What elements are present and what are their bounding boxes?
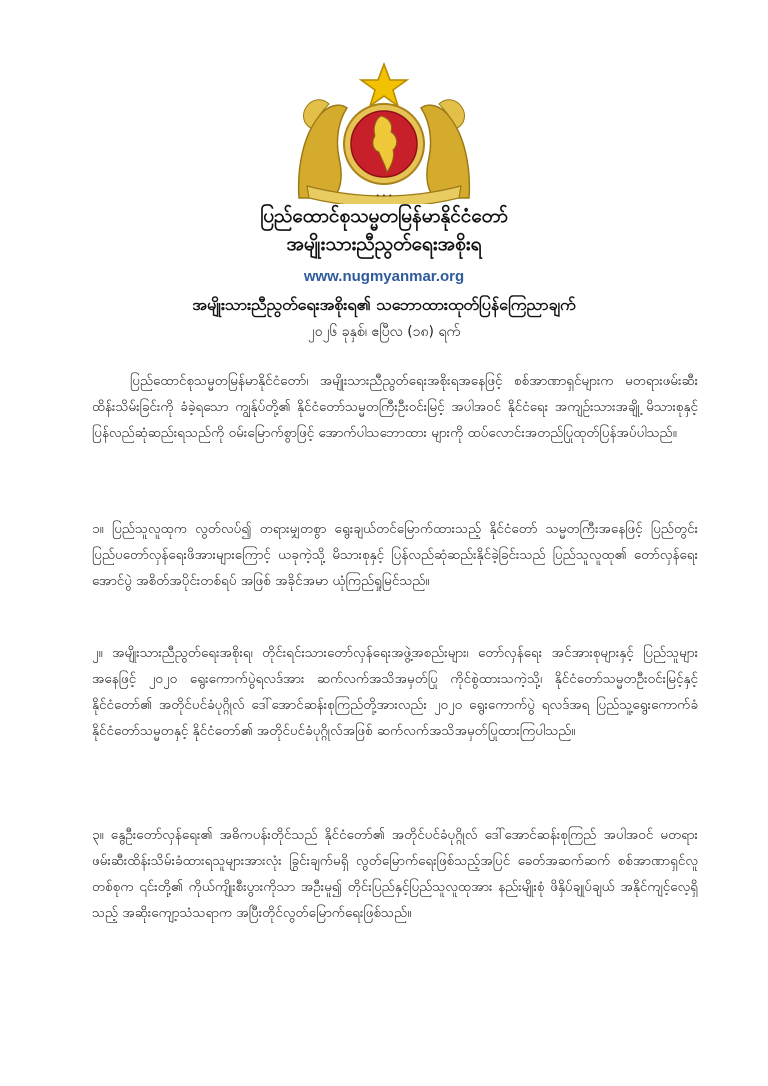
paragraph-number: ၂။ bbox=[92, 645, 103, 661]
svg-text:• • •: • • • bbox=[375, 192, 393, 200]
paragraph-number: ၃။ bbox=[92, 827, 104, 843]
paragraph-text: ပြည်သူလူထုက လွတ်လပ်၍ တရားမျှတစွာ ရွေးချယ်တင်မြောက်ထားသည့် နိုင်ငံတော် သမ္မတကြီးအနေဖြင့် ပြည်တွင်းပြည်ပတော်လှန်ရေးဖိအားများကြောင့် ယခုကဲ့သို့ မိသားစုနှင့် ပြန်လည်ဆုံဆည်းနိုင်ခဲ့ခြင်းသည် ပြည်သူလူထု၏ တော်လှန်ရေးအောင်ပွဲ အစိတ်အပိုင်းတစ်ရပ် အဖြစ် အခိုင်အမာ ယုံကြည်ရှုမြင်သည်။ bbox=[92, 521, 699, 589]
government-title-line1: ပြည်ထောင်စုသမ္မတမြန်မာနိုင်ငံတော် bbox=[260, 205, 508, 227]
government-title-line2: အမျိုးသားညီညွတ်ရေးအစိုးရ bbox=[286, 233, 482, 255]
paragraph-text: အမျိုးသားညီညွတ်ရေးအစိုးရ၊ တိုင်းရင်းသားတော်လှန်ရေးအဖွဲ့အစည်းများ၊ တော်လှန်ရေး အင်အားစုများနှင့် ပြည်သူများအနေဖြင့် ၂၀၂၀ ရွေးကောက်ပွဲရလဒ်အား ဆက်လက်အသိအမှတ်ပြု ကိုင်စွဲထားသကဲ့သို့၊ နိုင်ငံတော်သမ္မတဦးဝင်းမြင့်နှင့် နိုင်ငံတော်၏ အတိုင်ပင်ခံပုဂ္ဂိုလ် ဒေါ်အောင်ဆန်းစုကြည်တို့အားလည်း ၂၀၂၀ ရွေးကောက်ပွဲ ရလဒ်အရ ပြည်သူ့ရွေးကောက်ခံ နိုင်ငံတော်သမ္မတနှင့် နိုင်ငံတော်၏ အတိုင်ပင်ခံပုဂ္ဂိုလ်အဖြစ် ဆက်လက်အသိအမှတ်ပြုထားကြပါသည်။ bbox=[92, 645, 698, 739]
website-link[interactable]: www.nugmyanmar.org bbox=[303, 268, 465, 285]
paragraph-3 bbox=[92, 822, 698, 926]
state-emblem-icon bbox=[289, 58, 479, 204]
intro-paragraph: ပြည်ထောင်စုသမ္မတမြန်မာနိုင်ငံတော်၊ အမျိုးသားညီညွတ်ရေးအစိုးရအနေဖြင့် စစ်အာဏာရှင်များက မတရားဖမ်းဆီးထိန်းသိမ်းခြင်းကို ခံခဲ့ရသော ကျွန်ုပ်တို့၏ နိုင်ငံတော်သမ္မတကြီးဦးဝင်းမြင့် အပါအဝင် နိုင်ငံရေး အကျဉ်းသားအချို့ မိသားစုနှင့် ပြန်လည်ဆုံဆည်းရသည်ကို ဝမ်းမြောက်စွာဖြင့် အောက်ပါသဘောထား များကို ထပ်လောင်းအတည်ပြုထုတ်ပြန်အပ်ပါသည်။ bbox=[92, 373, 698, 441]
paragraph-text: နွေဦးတော်လှန်ရေး၏ အဓိကပန်းတိုင်သည် နိုင်ငံတော်၏ အတိုင်ပင်ခံပုဂ္ဂိုလ် ဒေါ်အောင်ဆန်းစုကြည် အပါအဝင် မတရား ဖမ်းဆီးထိန်းသိမ်းခံထားရသူများအားလုံး ခြွင်းချက်မရှိ လွတ်မြောက်ရေးဖြစ်သည့်အပြင် ခေတ်အဆက်ဆက် စစ်အာဏာရှင်လူတစ်စုက ၎င်းတို့၏ ကိုယ်ကျိုးစီးပွားကိုသာ အဦးမူ၍ တိုင်းပြည်နှင့်ပြည်သူလူထုအား နည်းမျိုးစုံ ဖိနှိပ်ချုပ်ချယ် အနိုင်ကျင့်လေ့ရှိသည့် အဆိုးကျော့သံသရာက အပြီးတိုင်လွတ်မြောက်ရေးဖြစ်သည်။ bbox=[92, 827, 698, 921]
statement-date: ၂၀၂၆ ခုနှစ်၊ ဧပြီလ (၁၈) ရက် bbox=[307, 324, 461, 340]
paragraph-2 bbox=[92, 640, 698, 744]
paragraph-number: ၁။ bbox=[92, 521, 104, 537]
statement-title: အမျိုးသားညီညွတ်ရေးအစိုးရ၏ သဘောထားထုတ်ပြန်ကြေညာချက် bbox=[192, 295, 576, 314]
paragraph-1 bbox=[92, 516, 698, 594]
